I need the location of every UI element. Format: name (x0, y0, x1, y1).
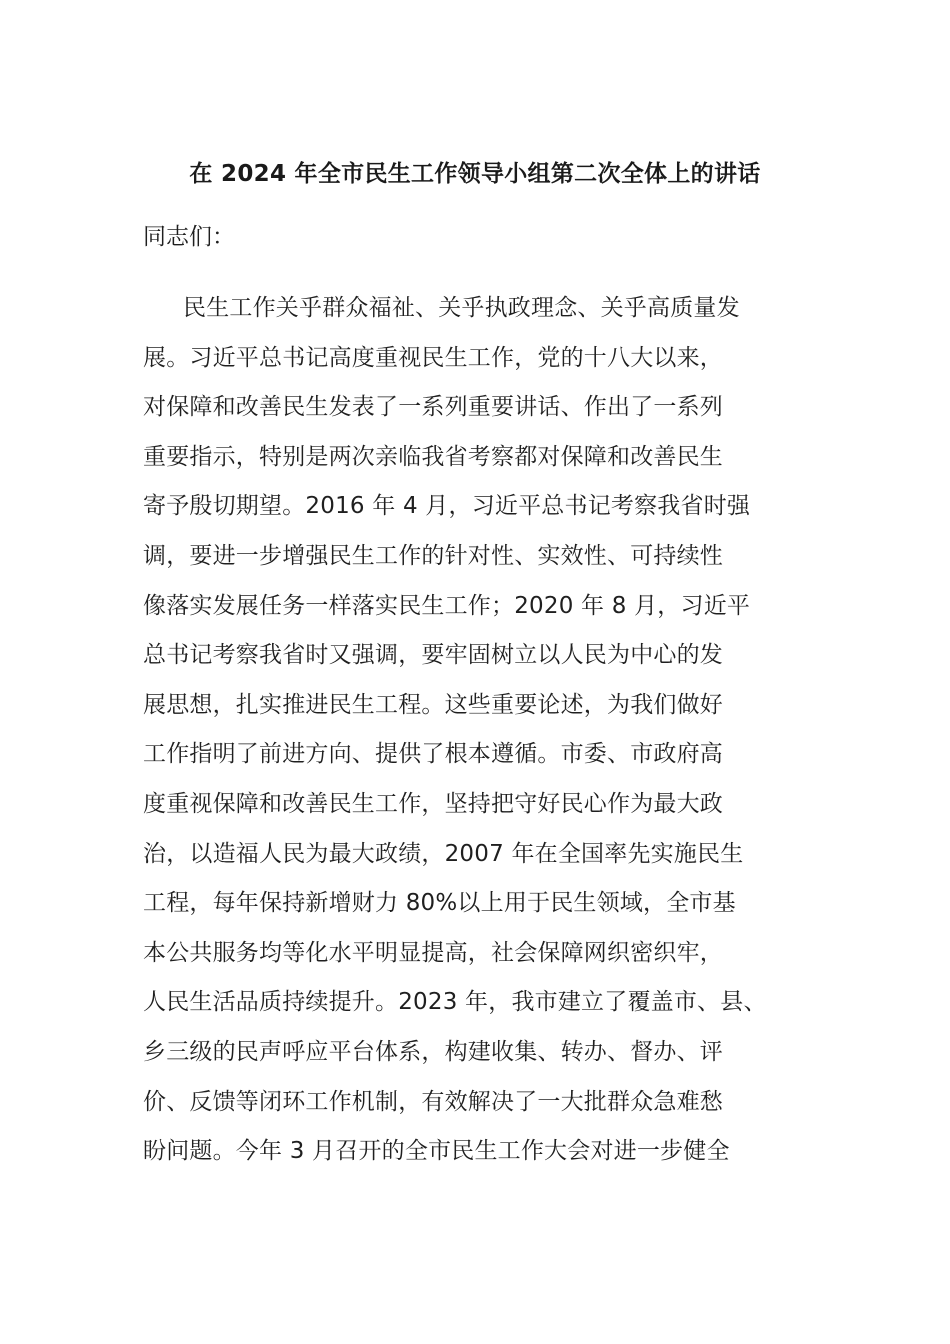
paragraph-line: 调，要进一步增强民生工作的针对性、实效性、可持续性 (143, 542, 723, 569)
document-title: 在 2024 年全市民生工作领导小组第二次全体上的讲话 (189, 161, 761, 187)
paragraph-line: 总书记考察我省时又强调，要牢固树立以人民为中心的发 (143, 642, 723, 669)
paragraph-line: 民生工作关乎群众福祉、关乎执政理念、关乎高质量发 (183, 295, 740, 321)
greeting: 同志们： (143, 224, 235, 250)
paragraph-line: 本公共服务均等化水平明显提高，社会保障网织密织牢， (143, 939, 723, 966)
paragraph-line: 治，以造福人民为最大政绩，2007 年在全国率先实施民生 (143, 840, 744, 867)
paragraph-line: 重要指示，特别是两次亲临我省考察都对保障和改善民生 (143, 443, 723, 470)
paragraph-line: 价、反馈等闭环工作机制，有效解决了一大批群众急难愁 (143, 1088, 723, 1115)
body-paragraph (143, 284, 843, 1177)
paragraph-line: 像落实发展任务一样落实民生工作；2020 年 8 月，习近平 (143, 592, 751, 619)
paragraph-line: 工程，每年保持新增财力 80%以上用于民生领域，全市基 (143, 890, 736, 917)
paragraph-line: 展思想，扎实推进民生工程。这些重要论述，为我们做好 (143, 691, 723, 718)
paragraph-line: 乡三级的民声呼应平台体系，构建收集、转办、督办、评 (143, 1038, 723, 1065)
paragraph-line: 盼问题。今年 3 月召开的全市民生工作大会对进一步健全 (143, 1138, 730, 1165)
paragraph-line: 对保障和改善民生发表了一系列重要讲话、作出了一系列 (143, 394, 723, 421)
paragraph-line: 工作指明了前进方向、提供了根本遵循。市委、市政府高 (143, 741, 723, 768)
paragraph-line: 人民生活品质持续提升。2023 年，我市建立了覆盖市、县、 (143, 989, 767, 1016)
paragraph-line: 度重视保障和改善民生工作，坚持把守好民心作为最大政 (143, 790, 723, 817)
paragraph-line: 寄予殷切期望。2016 年 4 月，习近平总书记考察我省时强 (143, 493, 751, 520)
paragraph-line: 展。习近平总书记高度重视民生工作，党的十八大以来， (143, 344, 723, 371)
